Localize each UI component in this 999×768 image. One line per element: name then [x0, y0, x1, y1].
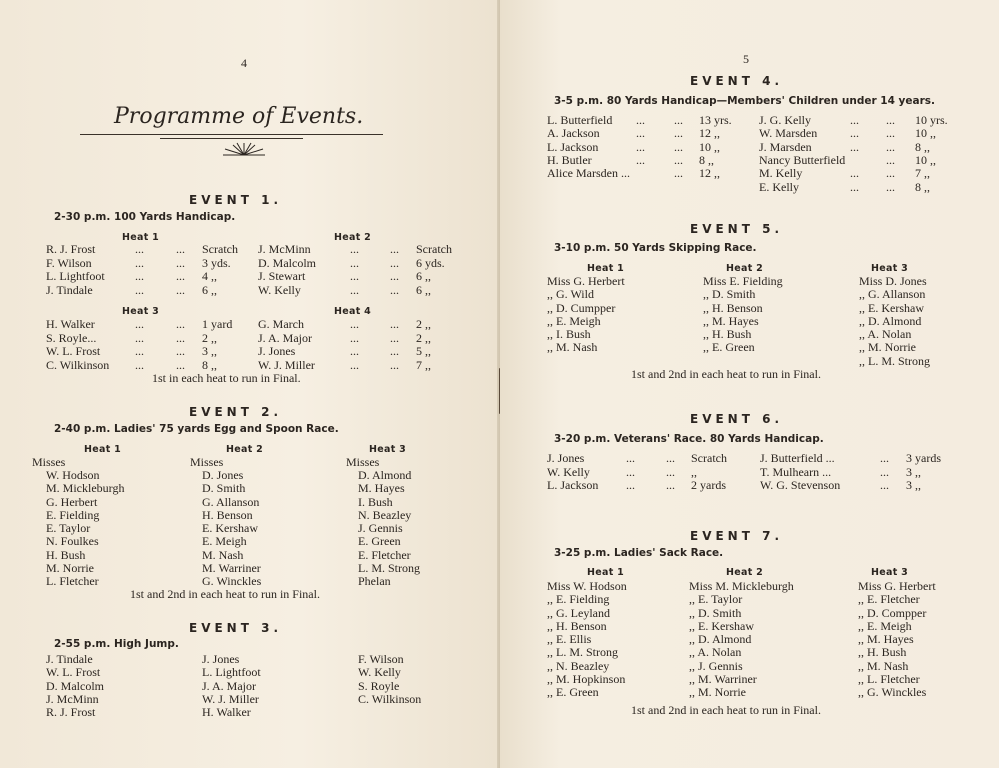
event2-title: 2-40 p.m. Ladies' 75 yards Egg and Spoon Race. [54, 423, 339, 435]
list-item: M. Hayes [358, 481, 405, 496]
event5-heat2-label: Heat 2 [726, 263, 764, 274]
entry-cell: ... [850, 113, 859, 127]
entry-cell: ... [850, 139, 859, 154]
list-item: D. Almond [358, 468, 412, 482]
event1-heading: EVENT 1. [189, 193, 282, 207]
list-item: E. Green [358, 534, 401, 549]
event3-col2 [202, 653, 261, 719]
event5-heading: EVENT 5. [690, 222, 783, 236]
event1-heat1-label: Heat 1 [122, 232, 160, 243]
list-item: J. Gennis [358, 521, 403, 536]
list-item: ,, N. Beazley [547, 658, 610, 673]
list-item: Miss G. Herbert [547, 274, 625, 288]
list-item: ,, D. Almond [859, 313, 922, 328]
entry-cell: ... [176, 330, 185, 345]
list-item: ,, L. Fletcher [858, 672, 920, 687]
entry-cell: ... [886, 113, 895, 127]
event4-title: 3-5 p.m. 80 Yards Handicap—Members' Children under 14 years. [554, 95, 936, 107]
event2-heat1-label: Heat 1 [84, 444, 122, 455]
list-item: ,, H. Bush [858, 645, 907, 660]
list-item: ,, M. Hayes [703, 313, 759, 328]
list-item: E. Meigh [202, 534, 247, 549]
entry-cell: M. Kelly [759, 166, 803, 181]
entry-cell: 10 ,, [915, 152, 936, 167]
entry-cell: ... [350, 317, 359, 331]
entry-cell: ... [135, 242, 144, 256]
list-item: R. J. Frost [46, 705, 96, 720]
event7-note: 1st and 2nd in each heat to run in Final. [631, 703, 821, 717]
entry-cell: H. Walker [46, 317, 95, 331]
entry-cell: J. Marsden [759, 139, 812, 154]
list-item: ,, G. Leyland [547, 605, 610, 620]
entry-cell: T. Mulhearn ... [760, 464, 832, 479]
event6-heading: EVENT 6. [690, 412, 783, 426]
list-item: W. Hodson [46, 468, 100, 482]
list-item: ,, G. Wild [547, 287, 594, 302]
list-item: W. J. Miller [202, 691, 259, 706]
entry-cell: 6 yds. [416, 255, 445, 270]
list-item: ,, M. Norrie [859, 340, 916, 355]
entry-cell: ... [850, 166, 859, 181]
entry-cell: 2 yards [691, 478, 726, 492]
event2-note: 1st and 2nd in each heat to run in Final. [130, 587, 320, 601]
entry-cell: ... [350, 282, 359, 297]
page-title: Programme of Events. [114, 104, 364, 129]
title-rule [80, 134, 383, 135]
entry-cell: Scratch [691, 451, 727, 465]
entry-cell: ... [350, 344, 359, 358]
event2-heat3-list [358, 469, 420, 589]
entry-cell: 7 ,, [416, 357, 431, 372]
entry-cell: ... [390, 357, 399, 372]
event2-misses-1: Misses [32, 455, 66, 469]
entry-cell: ... [626, 478, 635, 492]
list-item: ,, M. Hopkinson [547, 672, 626, 687]
event4-heading: EVENT 4. [690, 74, 783, 88]
entry-cell: L. Jackson [547, 139, 599, 154]
list-item: M. Norrie [46, 561, 94, 576]
entry-cell: ... [176, 344, 185, 358]
entry-cell: ... [666, 464, 675, 479]
list-item: G. Herbert [46, 494, 98, 509]
event2-heat1-list [46, 469, 124, 589]
list-item: ,, A. Nolan [689, 645, 742, 660]
entry-cell: ... [135, 269, 144, 283]
entry-cell: ... [674, 113, 683, 127]
list-item: ,, L. M. Strong [859, 353, 931, 368]
entry-cell: ... [350, 242, 359, 256]
list-item: ,, D. Smith [703, 287, 756, 302]
list-item: G. Allanson [202, 494, 260, 509]
list-item: S. Royle [358, 678, 400, 693]
entry-cell: J. Stewart [258, 269, 306, 283]
list-item: E. Fletcher [358, 547, 411, 562]
entry-cell: ... [666, 478, 675, 492]
entry-cell: ... [886, 152, 895, 167]
entry-cell: ... [850, 179, 859, 194]
entry-cell: 10 ,, [915, 126, 936, 141]
event3-col1 [46, 653, 104, 719]
list-item: ,, M. Nash [858, 658, 909, 673]
event3-title: 2-55 p.m. High Jump. [54, 638, 179, 650]
entry-cell: Alice Marsden ... [547, 166, 630, 181]
entry-cell: ... [880, 464, 889, 479]
list-item: C. Wilkinson [358, 691, 422, 706]
list-item: Phelan [358, 574, 391, 589]
event2-misses-2: Misses [190, 455, 224, 469]
list-item: W. Kelly [358, 665, 401, 680]
entry-cell: F. Wilson [46, 255, 92, 270]
list-item: E. Fielding [46, 507, 100, 522]
event1-title: 2-30 p.m. 100 Yards Handicap. [54, 211, 236, 223]
event1-heat4-label: Heat 4 [334, 306, 372, 317]
list-item: L. Fletcher [46, 574, 99, 589]
list-item: ,, D. Almond [689, 632, 752, 647]
list-item: G. Winckles [202, 574, 262, 589]
list-item: ,, M. Warriner [689, 672, 757, 687]
entry-cell: W. G. Stevenson [760, 478, 841, 492]
entry-cell: 6 ,, [416, 282, 431, 297]
entry-cell: ... [880, 478, 889, 492]
entry-cell: ... [636, 139, 645, 154]
list-item: ,, H. Benson [547, 618, 607, 633]
entry-cell: G. March [258, 317, 304, 331]
list-item: W. L. Frost [46, 665, 101, 680]
list-item: ,, D. Cumpper [547, 300, 616, 315]
entry-cell: ... [880, 451, 889, 465]
entry-cell: ... [886, 139, 895, 154]
entry-cell: ... [135, 255, 144, 270]
entry-cell: ... [135, 357, 144, 372]
entry-cell: J. A. Major [258, 330, 312, 345]
list-item: ,, E. Green [703, 340, 755, 355]
list-item: J. Tindale [46, 652, 93, 666]
entry-cell: 12 ,, [699, 126, 720, 141]
entry-cell: ... [626, 464, 635, 479]
entry-cell: ... [176, 242, 185, 256]
list-item: ,, G. Winckles [858, 685, 927, 700]
list-item: E. Kershaw [202, 521, 258, 536]
event7-heat1-list [547, 580, 627, 700]
list-item: ,, E. Kershaw [859, 300, 924, 315]
entry-cell: J. Tindale [46, 282, 93, 297]
entry-cell: D. Malcolm [258, 255, 316, 270]
list-item: Miss W. Hodson [547, 579, 627, 593]
entry-cell: J. Jones [547, 451, 585, 465]
entry-cell: 2 ,, [202, 330, 217, 345]
entry-cell: 2 ,, [416, 317, 431, 331]
event3-heading: EVENT 3. [189, 621, 282, 635]
event2-heat3-label: Heat 3 [369, 444, 407, 455]
list-item: N. Foulkes [46, 534, 99, 549]
entry-cell: ... [390, 344, 399, 358]
event7-heat2-list [689, 580, 794, 700]
entry-cell: ... [350, 357, 359, 372]
entry-cell: ... [350, 269, 359, 283]
list-item: D. Smith [202, 481, 246, 496]
event1-note: 1st in each heat to run in Final. [152, 371, 301, 385]
entry-cell: ... [176, 317, 185, 331]
list-item: ,, M. Nash [547, 340, 598, 355]
entry-cell: ... [674, 126, 683, 141]
entry-cell: L. Jackson [547, 478, 599, 492]
entry-cell: ... [636, 126, 645, 141]
list-item: L. M. Strong [358, 561, 421, 576]
entry-cell: H. Butler [547, 152, 592, 167]
list-item: ,, A. Nolan [859, 327, 912, 342]
entry-cell: L. Butterfield [547, 113, 613, 127]
event5-heat3-list [859, 275, 930, 368]
entry-cell: ... [135, 317, 144, 331]
event5-heat1-label: Heat 1 [587, 263, 625, 274]
ornament-icon [221, 141, 267, 157]
entry-cell: 8 ,, [699, 152, 714, 167]
entry-cell: Scratch [416, 242, 452, 256]
entry-cell: ,, [691, 464, 697, 479]
event2-heading: EVENT 2. [189, 405, 282, 419]
event7-heat2-label: Heat 2 [726, 567, 764, 578]
entry-cell: S. Royle... [46, 330, 97, 345]
list-item: M. Nash [202, 547, 244, 562]
title-rule-short [160, 138, 303, 139]
list-item: Miss G. Herbert [858, 579, 936, 593]
entry-cell: 4 ,, [202, 269, 217, 283]
entry-cell: Scratch [202, 242, 238, 256]
entry-cell: ... [350, 255, 359, 270]
list-item: ,, I. Bush [547, 327, 591, 342]
event7-title: 3-25 p.m. Ladies' Sack Race. [554, 547, 724, 559]
entry-cell: 8 ,, [915, 179, 930, 194]
event2-heat2-label: Heat 2 [226, 444, 264, 455]
list-item: Miss M. Mickleburgh [689, 579, 794, 593]
entry-cell: ... [390, 282, 399, 297]
event5-note: 1st and 2nd in each heat to run in Final. [631, 367, 821, 381]
entry-cell: A. Jackson [547, 126, 600, 141]
list-item: H. Walker [202, 705, 251, 720]
list-item: ,, E. Kershaw [689, 618, 754, 633]
entry-cell: J. McMinn [258, 242, 311, 256]
entry-cell: E. Kelly [759, 179, 799, 194]
entry-cell: 5 ,, [416, 344, 431, 358]
list-item: Miss E. Fielding [703, 274, 783, 288]
entry-cell: 13 yrs. [699, 113, 732, 127]
event2-heat2-list [202, 469, 261, 589]
entry-cell: ... [850, 126, 859, 141]
entry-cell: J. Jones [258, 344, 296, 358]
entry-cell: ... [135, 282, 144, 297]
entry-cell: ... [390, 242, 399, 256]
entry-cell: 3 yds. [202, 255, 231, 270]
list-item: ,, E. Green [547, 685, 599, 700]
entry-cell: ... [350, 330, 359, 345]
list-item: ,, H. Benson [703, 300, 763, 315]
entry-cell: R. J. Frost [46, 242, 96, 256]
entry-cell: 3 ,, [202, 344, 217, 358]
event1-heat3-label: Heat 3 [122, 306, 160, 317]
event3-col3 [358, 653, 421, 706]
entry-cell: 8 ,, [202, 357, 217, 372]
entry-cell: 10 yrs. [915, 113, 948, 127]
list-item: E. Taylor [46, 521, 91, 536]
list-item: H. Benson [202, 507, 253, 522]
entry-cell: ... [176, 255, 185, 270]
entry-cell: L. Lightfoot [46, 269, 105, 283]
entry-cell: J. Butterfield ... [760, 451, 835, 465]
entry-cell: ... [176, 357, 185, 372]
list-item: ,, E. Taylor [689, 592, 743, 607]
entry-cell: ... [135, 330, 144, 345]
entry-cell: ... [674, 139, 683, 154]
list-item: M. Warriner [202, 561, 261, 576]
entry-cell: 2 ,, [416, 330, 431, 345]
entry-cell: 12 ,, [699, 166, 720, 181]
entry-cell: ... [674, 166, 683, 181]
entry-cell: 3 ,, [906, 478, 921, 492]
list-item: I. Bush [358, 494, 393, 509]
event2-misses-3: Misses [346, 455, 380, 469]
list-item: J. Jones [202, 652, 240, 666]
list-item: ,, L. M. Strong [547, 645, 619, 660]
entry-cell: ... [636, 113, 645, 127]
entry-cell: W. Marsden [759, 126, 818, 141]
list-item: ,, E. Meigh [858, 618, 912, 633]
list-item: ,, M. Norrie [689, 685, 746, 700]
event5-heat1-list [547, 275, 625, 355]
right-page [500, 0, 999, 768]
entry-cell: ... [666, 451, 675, 465]
entry-cell: 3 ,, [906, 464, 921, 479]
list-item: L. Lightfoot [202, 665, 261, 680]
page-number: 4 [241, 56, 247, 70]
list-item: ,, H. Bush [703, 327, 752, 342]
list-item: M. Mickleburgh [46, 481, 125, 496]
list-item: ,, E. Fielding [547, 592, 610, 607]
entry-cell: ... [135, 344, 144, 358]
entry-cell: ... [626, 451, 635, 465]
entry-cell: ... [886, 126, 895, 141]
entry-cell: ... [390, 269, 399, 283]
entry-cell: W. Kelly [547, 464, 590, 479]
entry-cell: W. J. Miller [258, 357, 315, 372]
list-item: D. Jones [202, 468, 244, 482]
entry-cell: 1 yard [202, 317, 233, 331]
event5-heat2-list [703, 275, 783, 355]
entry-cell: 3 yards [906, 451, 941, 465]
entry-cell: J. G. Kelly [759, 113, 811, 127]
list-item: F. Wilson [358, 652, 404, 666]
list-item: J. A. Major [202, 678, 256, 693]
list-item: ,, D. Smith [689, 605, 742, 620]
event7-heat3-list [858, 580, 936, 700]
entry-cell: 6 ,, [416, 269, 431, 283]
event7-heading: EVENT 7. [690, 529, 783, 543]
list-item: ,, G. Allanson [859, 287, 926, 302]
entry-cell: C. Wilkinson [46, 357, 110, 372]
entry-cell: 8 ,, [915, 139, 930, 154]
page-number: 5 [743, 52, 749, 66]
entry-cell: ... [886, 179, 895, 194]
entry-cell: ... [886, 166, 895, 181]
entry-cell: W. Kelly [258, 282, 301, 297]
event5-heat3-label: Heat 3 [871, 263, 909, 274]
list-item: ,, E. Meigh [547, 313, 601, 328]
list-item: ,, D. Compper [858, 605, 927, 620]
list-item: ,, J. Gennis [689, 658, 743, 673]
list-item: D. Malcolm [46, 678, 104, 693]
event1-heat2-label: Heat 2 [334, 232, 372, 243]
list-item: ,, E. Ellis [547, 632, 592, 647]
entry-cell: ... [176, 282, 185, 297]
event6-title: 3-20 p.m. Veterans' Race. 80 Yards Handicap. [554, 433, 824, 445]
entry-cell: ... [390, 330, 399, 345]
event7-heat3-label: Heat 3 [871, 567, 909, 578]
entry-cell: W. L. Frost [46, 344, 101, 358]
list-item: ,, E. Fletcher [858, 592, 920, 607]
entry-cell: 6 ,, [202, 282, 217, 297]
list-item: Miss D. Jones [859, 274, 927, 288]
list-item: H. Bush [46, 547, 86, 562]
entry-cell: ... [390, 255, 399, 270]
entry-cell: ... [674, 152, 683, 167]
entry-cell: ... [390, 317, 399, 331]
list-item: J. McMinn [46, 691, 99, 706]
entry-cell: 10 ,, [699, 139, 720, 154]
entry-cell: 7 ,, [915, 166, 930, 181]
event5-title: 3-10 p.m. 50 Yards Skipping Race. [554, 242, 757, 254]
list-item: N. Beazley [358, 507, 412, 522]
event7-heat1-label: Heat 1 [587, 567, 625, 578]
list-item: ,, M. Hayes [858, 632, 914, 647]
entry-cell: ... [176, 269, 185, 283]
entry-cell: Nancy Butterfield [759, 152, 846, 167]
entry-cell: ... [636, 152, 645, 167]
